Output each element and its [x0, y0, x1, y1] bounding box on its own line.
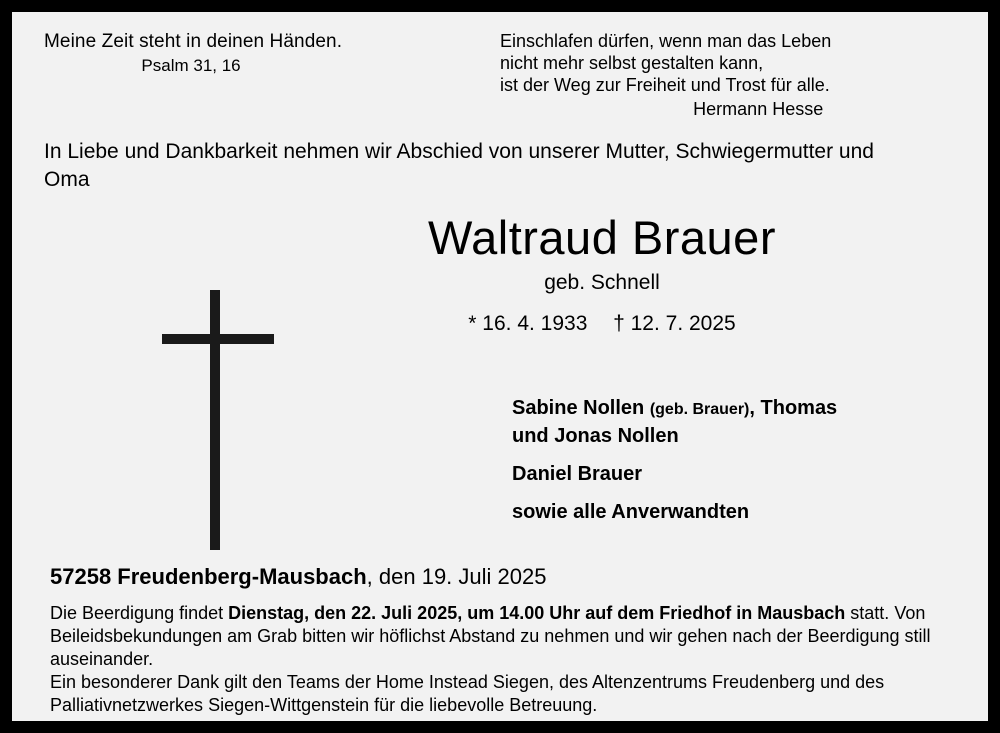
funeral-info-highlight: Dienstag, den 22. Juli 2025, um 14.00 Uhr auf dem Friedhof in Mausbach	[228, 603, 846, 623]
deceased-dates	[252, 308, 952, 340]
place-and-date	[50, 562, 546, 592]
quote-left-source: Psalm 31, 16	[141, 56, 241, 75]
death-date: † 12. 7. 2025	[613, 312, 736, 335]
place-city: 57258 Freudenberg-Mausbach	[50, 564, 367, 589]
deceased-block	[252, 210, 952, 340]
funeral-info	[50, 602, 980, 671]
deceased-maiden-name: geb. Schnell	[544, 271, 660, 294]
thanks-note: Ein besonderer Dank gilt den Teams der Home Instead Siegen, des Altenzentrums Freudenberg und des Palliativnetzwerkes Siegen-Wittgenstein für die liebevolle Betreuung.	[50, 672, 885, 715]
survivor-line-1	[512, 395, 952, 423]
quote-right	[500, 30, 831, 122]
quotes-section	[12, 12, 988, 119]
place-date: , den 19. Juli 2025	[366, 564, 547, 589]
survivor-line-2: und Jonas Nollen	[512, 425, 679, 447]
birth-date: * 16. 4. 1933	[468, 312, 588, 335]
footer-text	[50, 602, 980, 717]
deceased-name: Waltraud Brauer	[428, 211, 776, 264]
survivor-name-thomas: , Thomas	[749, 397, 838, 419]
survivors-list	[512, 395, 952, 525]
cross-vertical-bar	[210, 290, 220, 550]
quote-left	[44, 30, 342, 78]
obituary-card	[12, 12, 988, 721]
funeral-info-post: statt. Von Beileidsbekundungen am Grab bitten wir höflichst Abstand zu nehmen und wir gehen nach der Beerdigung still auseinander.	[50, 603, 931, 669]
survivors-gap-2	[512, 487, 952, 499]
survivor-line-4: sowie alle Anverwandten	[512, 501, 750, 523]
survivors-gap-1	[512, 449, 952, 461]
intro-text: In Liebe und Dankbarkeit nehmen wir Abschied von unserer Mutter, Schwiegermutter und Oma	[44, 140, 874, 191]
survivor-line-3: Daniel Brauer	[512, 463, 643, 485]
quote-left-text: Meine Zeit steht in deinen Händen.	[44, 31, 343, 52]
survivor-maiden-note: (geb. Brauer)	[649, 401, 750, 418]
quote-right-author: Hermann Hesse	[693, 99, 824, 119]
funeral-info-pre: Die Beerdigung findet	[50, 603, 229, 623]
survivor-name-sabine: Sabine Nollen	[512, 397, 650, 419]
quote-right-line2: nicht mehr selbst gestalten kann,	[500, 53, 764, 73]
quote-right-line1: Einschlafen dürfen, wenn man das Leben	[500, 31, 832, 51]
quote-right-line3: ist der Weg zur Freiheit und Trost für alle.	[500, 75, 830, 95]
